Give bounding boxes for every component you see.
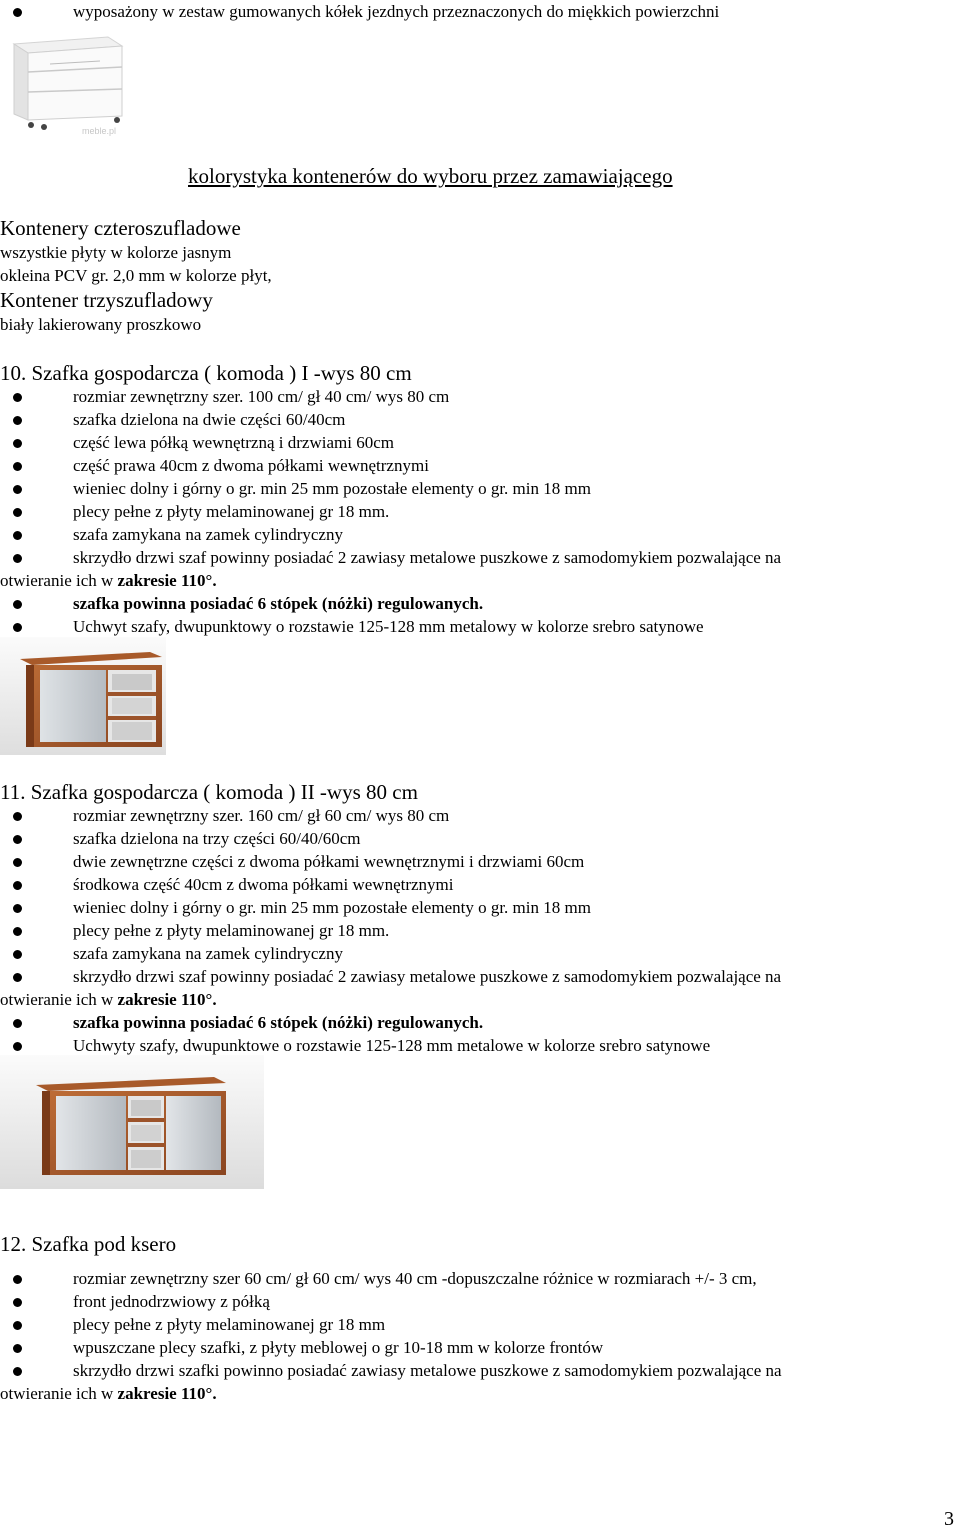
bullet-icon bbox=[13, 508, 22, 517]
containers-line: biały lakierowany proszkowo bbox=[0, 315, 202, 334]
list-item-text: szafka dzielona na trzy części 60/40/60cm bbox=[73, 829, 361, 848]
section-12-title: 12. Szafka pod ksero bbox=[0, 1232, 177, 1256]
bullet-icon bbox=[13, 531, 22, 540]
wrapped-bold-text: zakresie 110°. bbox=[117, 1384, 217, 1403]
list-item-text: rozmiar zewnętrzny szer 60 cm/ gł 60 cm/ wys 40 cm -dopuszczalne różnice w rozmiarach +/- 3 cm, bbox=[73, 1269, 757, 1288]
list-item-text: wieniec dolny i górny o gr. min 25 mm pozostałe elementy o gr. min 18 mm bbox=[73, 479, 591, 498]
list-item-text: plecy pełne z płyty melaminowanej gr 18 mm. bbox=[73, 502, 390, 521]
bullet-icon bbox=[13, 439, 22, 448]
wrapped-line bbox=[0, 571, 217, 591]
list-item-text: szafka dzielona na dwie części 60/40cm bbox=[73, 410, 346, 429]
containers-line: okleina PCV gr. 2,0 mm w kolorze płyt, bbox=[0, 266, 272, 285]
bullet-icon bbox=[13, 393, 22, 402]
bullet-icon bbox=[13, 485, 22, 494]
bullet-icon bbox=[13, 950, 22, 959]
bullet-icon bbox=[13, 927, 22, 936]
list-item-text: środkowa część 40cm z dwoma półkami wewnętrznymi bbox=[73, 875, 454, 894]
bullet-icon bbox=[13, 881, 22, 890]
wrapped-line bbox=[0, 1384, 217, 1404]
bullet-icon bbox=[13, 623, 22, 632]
list-item-text: wpuszczane plecy szafki, z płyty meblowej o gr 10-18 mm w kolorze frontów bbox=[73, 1338, 604, 1357]
containers-line: wszystkie płyty w kolorze jasnym bbox=[0, 243, 232, 262]
list-item-text: rozmiar zewnętrzny szer. 100 cm/ gł 40 cm/ wys 80 cm bbox=[73, 387, 450, 406]
wrapped-text: otwieranie ich w bbox=[0, 990, 118, 1009]
list-item-text: skrzydło drzwi szafki powinno posiadać zawiasy metalowe puszkowe z samodomykiem pozwalające na bbox=[73, 1361, 782, 1380]
cabinet-image bbox=[0, 1055, 264, 1189]
list-item-text: szafka powinna posiadać 6 stópek (nóżki) regulowanych. bbox=[73, 594, 484, 613]
watermark: meble.pl bbox=[82, 126, 117, 136]
bullet-icon bbox=[13, 904, 22, 913]
list-item-text: dwie zewnętrzne części z dwoma półkami wewnętrznymi i drzwiami 60cm bbox=[73, 852, 585, 871]
list-item-text: rozmiar zewnętrzny szer. 160 cm/ gł 60 cm/ wys 80 cm bbox=[73, 806, 450, 825]
page-number: 3 bbox=[944, 1508, 954, 1530]
bullet-icon bbox=[13, 1321, 22, 1330]
wrapped-line bbox=[0, 990, 217, 1010]
wrapped-bold-text: zakresie 110°. bbox=[117, 990, 217, 1009]
list-item-text: szafa zamykana na zamek cylindryczny bbox=[73, 525, 343, 544]
bullet-icon bbox=[13, 462, 22, 471]
bullet-icon bbox=[13, 1344, 22, 1353]
list-item-text: skrzydło drzwi szaf powinny posiadać 2 zawiasy metalowe puszkowe z samodomykiem pozwalające na bbox=[73, 967, 782, 986]
bullet-icon bbox=[13, 1019, 22, 1028]
section-11-title: 11. Szafka gospodarcza ( komoda ) II -wys 80 cm bbox=[0, 780, 418, 804]
wrapped-text: otwieranie ich w bbox=[0, 571, 118, 590]
containers-title: Kontener trzyszufladowy bbox=[0, 288, 213, 312]
bullet-icon bbox=[13, 835, 22, 844]
list-item-text: plecy pełne z płyty melaminowanej gr 18 mm. bbox=[73, 921, 390, 940]
list-item-text: skrzydło drzwi szaf powinny posiadać 2 zawiasy metalowe puszkowe z samodomykiem pozwalające na bbox=[73, 548, 782, 567]
bullet-icon bbox=[13, 1275, 22, 1284]
colors-heading: kolorystyka kontenerów do wyboru przez zamawiającego bbox=[188, 164, 673, 188]
cabinet-image bbox=[0, 637, 166, 755]
bullet-icon bbox=[13, 973, 22, 982]
bullet-icon bbox=[13, 812, 22, 821]
wrapped-text: otwieranie ich w bbox=[0, 1384, 118, 1403]
container-image bbox=[0, 34, 135, 144]
bullet-icon bbox=[13, 1042, 22, 1051]
bullet-icon bbox=[13, 8, 22, 17]
bullet-icon bbox=[13, 1367, 22, 1376]
list-item-text: wieniec dolny i górny o gr. min 25 mm pozostałe elementy o gr. min 18 mm bbox=[73, 898, 591, 917]
bullet-icon bbox=[13, 858, 22, 867]
list-item-text: front jednodrzwiowy z półką bbox=[73, 1292, 270, 1311]
list-item-text: Uchwyty szafy, dwupunktowe o rozstawie 125-128 mm metalowe w kolorze srebro satynowe bbox=[73, 1036, 711, 1055]
list-item-text: Uchwyt szafy, dwupunktowy o rozstawie 125-128 mm metalowy w kolorze srebro satynowe bbox=[73, 617, 704, 636]
sideboard-icon bbox=[0, 637, 166, 755]
wrapped-bold-text: zakresie 110°. bbox=[117, 571, 217, 590]
list-item-text: wyposażony w zestaw gumowanych kółek jezdnych przeznaczonych do miękkich powierzchni bbox=[73, 2, 720, 21]
list-item-text: część prawa 40cm z dwoma półkami wewnętrznymi bbox=[73, 456, 429, 475]
list-item-text: plecy pełne z płyty melaminowanej gr 18 mm bbox=[73, 1315, 386, 1334]
list-item-text: część lewa półką wewnętrzną i drzwiami 60cm bbox=[73, 433, 394, 452]
list-item-text: szafka powinna posiadać 6 stópek (nóżki) regulowanych. bbox=[73, 1013, 484, 1032]
bullet-icon bbox=[13, 554, 22, 563]
sideboard-icon bbox=[0, 1055, 264, 1189]
bullet-icon bbox=[13, 416, 22, 425]
list-item-text: szafa zamykana na zamek cylindryczny bbox=[73, 944, 343, 963]
containers-title: Kontenery czteroszufladowe bbox=[0, 216, 241, 240]
section-10-title: 10. Szafka gospodarcza ( komoda ) I -wys 80 cm bbox=[0, 361, 412, 385]
bullet-icon bbox=[13, 1298, 22, 1307]
bullet-icon bbox=[13, 600, 22, 609]
